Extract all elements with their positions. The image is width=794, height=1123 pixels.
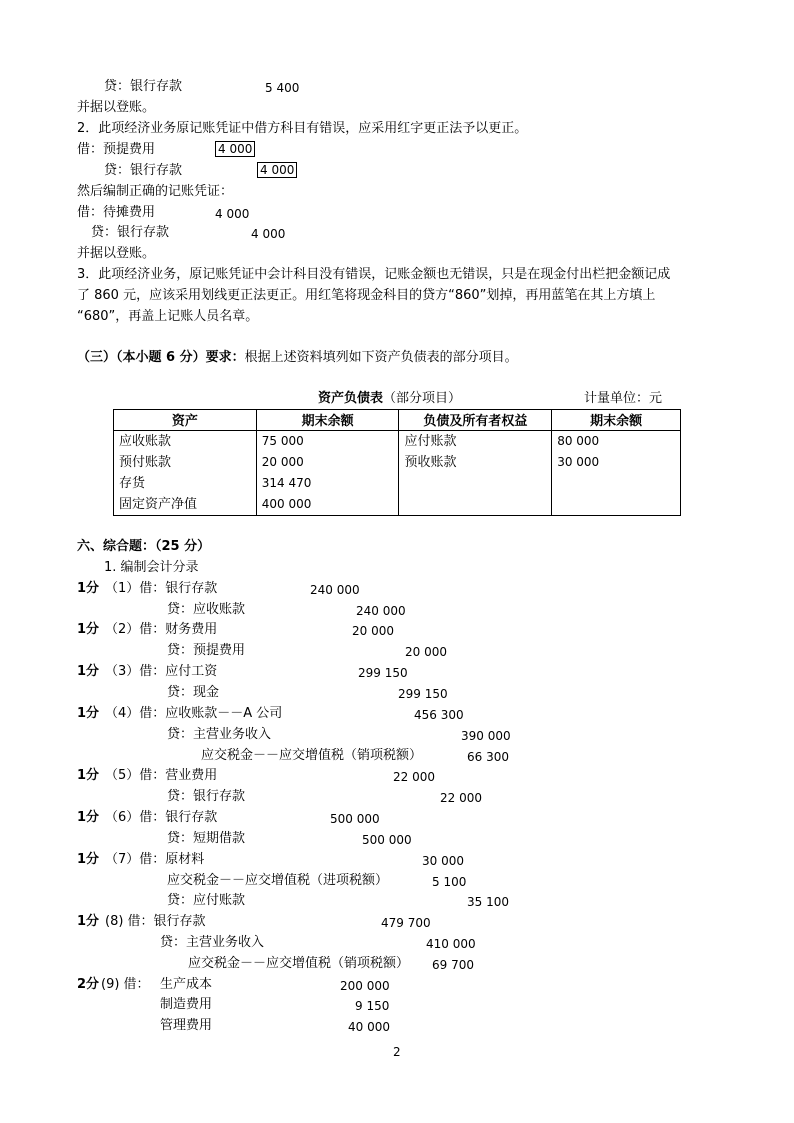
entry-label: 应交税金－－应交增值税（进项税额） [167,873,389,888]
entry-score: 1分 [77,852,100,867]
liability-values-cell [552,431,681,516]
header-asset-balance: 期末余额 [256,410,399,431]
entry-amount: 456 300 [414,708,464,722]
entry-label: 贷：短期借款 [167,831,246,846]
paragraph-3-line2: 了 860 元，应该采用划线更正法更正。用红笔将现金科目的贷方“860”划掉，再用蓝笔在其上方填上 [77,288,656,303]
entry-label: 应交税金－－应交增值税（销项税额） [201,748,423,763]
asset-item: 预付账款 [119,455,172,470]
asset-value: 314 470 [261,476,312,490]
header-liability-balance: 期末余额 [552,410,681,431]
entry-amount: 390 000 [461,729,511,743]
entry-label: （6）借：银行存款 [105,810,218,825]
liabilities-cell [399,431,552,516]
entry-amount: 200 000 [340,979,390,993]
ok-debit-amount: 4 000 [215,207,250,221]
header-assets: 资产 [114,410,257,431]
assets-cell [114,431,257,516]
ok-credit-line: 贷：银行存款 [91,225,170,240]
entry-score: 1分 [77,664,100,679]
entry-label: 贷：应付账款 [167,893,246,908]
entry-label: （2）借：财务费用 [105,622,218,637]
liability-value: 80 000 [557,434,600,448]
asset-values-cell [256,431,399,516]
entry-label: 贷：主营业务收入 [160,935,265,950]
section-3-heading: （三）（本小题 6 分）要求： [77,350,245,365]
entry-label: （5）借：营业费用 [105,768,218,783]
entry-amount: 5 100 [432,875,467,889]
balance-title-note: （部分项目） [383,391,462,406]
entry-score: 1分 [77,914,100,929]
red-debit-amount-boxed: 4 000 [215,141,255,157]
post-line: 并据以登账。 [77,246,156,261]
balance-title-line [318,391,461,407]
entry-label: 贷：现金 [167,685,220,700]
section-3-line [77,350,518,366]
entry-score: 1分 [77,706,100,721]
paragraph-3-line1: 3．此项经济业务，原记账凭证中会计科目没有错误，记账金额也无错误，只是在现金付出栏把金额记成 [77,267,671,282]
section-6-heading: 六、综合题：（25 分） [77,539,211,554]
paragraph-2: 2．此项经济业务原记账凭证中借方科目有错误，应采用红字更正法予以更正。 [77,121,528,136]
entry-label: （4）借：应收账款－－A 公司 [105,706,283,721]
entry-label: (9) 借： [101,977,150,992]
entry-label: （3）借：应付工资 [105,664,218,679]
entry-label: （7）借：原材料 [105,852,205,867]
asset-value: 75 000 [261,434,304,448]
entry-label: 贷：应收账款 [167,602,246,617]
cont-credit-line: 贷：银行存款 [104,79,183,94]
entry-amount: 9 150 [355,999,390,1013]
liability-item: 应付账款 [404,434,457,449]
balance-unit: 计量单位：元 [584,391,663,406]
entry-amount: 22 000 [440,791,482,805]
entry-label: 生产成本 [160,977,213,992]
asset-value: 400 000 [261,497,312,511]
entry-label: 贷：预提费用 [167,643,246,658]
entry-score: 1分 [77,768,100,783]
cont-credit-amount: 5 400 [265,81,300,95]
ok-credit-amount: 4 000 [251,227,286,241]
entry-score: 2分 [77,977,100,992]
entry-amount: 20 000 [405,645,447,659]
liability-value: 30 000 [557,455,600,469]
page-number: 2 [393,1045,401,1059]
asset-item: 固定资产净值 [119,497,198,512]
entry-amount: 69 700 [432,958,474,972]
entry-amount: 479 700 [381,916,431,930]
entry-label: 管理费用 [160,1018,213,1033]
asset-item: 应收账款 [119,434,172,449]
entry-amount: 410 000 [426,937,476,951]
entry-amount: 40 000 [348,1020,390,1034]
red-debit-line: 借：预提费用 [77,142,156,157]
cont-post-line: 并据以登账。 [77,100,156,115]
entry-amount: 30 000 [422,854,464,868]
section-6-sub: 1. 编制会计分录 [104,560,199,575]
entry-amount: 299 150 [398,687,448,701]
entry-amount: 240 000 [310,583,360,597]
balance-title: 资产负债表 [318,391,384,406]
entry-amount: 299 150 [358,666,408,680]
entry-label: 贷：主营业务收入 [167,727,272,742]
entry-label: 应交税金－－应交增值税（销项税额） [188,956,410,971]
red-credit-amount-boxed: 4 000 [257,162,297,178]
entry-amount: 240 000 [356,604,406,618]
header-liabilities: 负债及所有者权益 [399,410,552,431]
entry-label: （1）借：银行存款 [105,581,218,596]
entry-score: 1分 [77,622,100,637]
entry-amount: 22 000 [393,770,435,784]
red-credit-line: 贷：银行存款 [104,163,183,178]
entry-amount: 66 300 [467,750,509,764]
entry-amount: 35 100 [467,895,509,909]
entry-amount: 20 000 [352,624,394,638]
balance-header-row [114,410,681,431]
then-line: 然后编制正确的记账凭证： [77,184,234,199]
entry-label: 制造费用 [160,997,213,1012]
asset-value: 20 000 [261,455,304,469]
entry-amount: 500 000 [330,812,380,826]
entry-score: 1分 [77,581,100,596]
liability-item: 预收账款 [404,455,457,470]
entry-label: 贷：银行存款 [167,789,246,804]
balance-sheet-table [113,409,681,516]
section-3-text: 根据上述资料填列如下资产负债表的部分项目。 [244,350,518,365]
entry-score: 1分 [77,810,100,825]
paragraph-3-line3: “680”，再盖上记账人员名章。 [77,309,259,324]
balance-body-row [114,431,681,516]
entry-label: (8) 借：银行存款 [105,914,206,929]
asset-item: 存货 [119,476,146,491]
entry-amount: 500 000 [362,833,412,847]
ok-debit-line: 借：待摊费用 [77,205,156,220]
